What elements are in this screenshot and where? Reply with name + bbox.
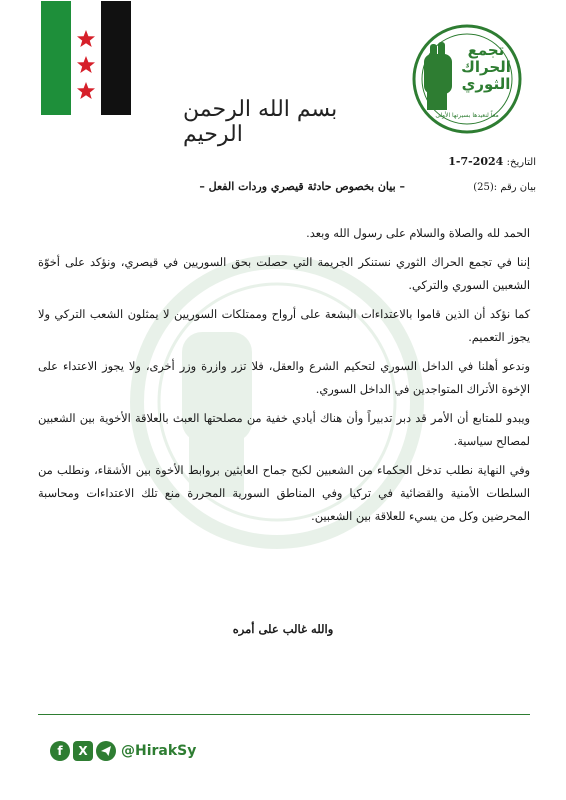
flag-green-band (41, 1, 71, 115)
flag-black-band (101, 1, 131, 115)
body-paragraph: وفي النهاية نطلب تدخل الحكماء من الشعبين لكبح جماح العابثين بروابط الأخوة بين الأشقاء، ونطلب من السلطات الأمنية والقضائية في تركيا وفي المناطق السورية المحررة منع تلك الاعتداءات ومحاسبة المحرضين وكل من يسيء للعلاقة بين الشعبين. (38, 464, 530, 523)
telegram-icon[interactable] (96, 741, 116, 761)
statement-number: بيان رقم :(25) (473, 182, 536, 193)
flag-graphic (41, 1, 131, 115)
x-icon[interactable]: X (73, 741, 93, 761)
social-links (50, 741, 196, 761)
social-handle[interactable]: @HirakSy (121, 743, 197, 759)
body-paragraph: الحمد لله والصلاة والسلام على رسول الله وبعد. (306, 227, 530, 240)
statement-subject: – بيان بخصوص حادثة قيصري وردات الفعل – (199, 180, 405, 193)
facebook-icon[interactable]: f (50, 741, 70, 761)
date-value: 1-7-2024 (448, 155, 504, 168)
body-paragraph: كما نؤكد أن الذين قاموا بالاعتداءات البشعة على أرواح وممتلكات السوريين لا يمثلون الشعب التركي ولا يجوز التعميم. (38, 308, 530, 344)
logo-title-line1: تجمع (467, 41, 505, 59)
basmala: بسم الله الرحمن الرحيم (183, 97, 338, 147)
date-label: التاريخ: (506, 157, 536, 168)
body-paragraph: ويبدو للمتابع أن الأمر قد دبر تدبيراً وأن هناك أيادي خفية من مصلحتها العبث بالعلاقة الأخوية بين الشعبين لمصالح سياسية. (38, 412, 530, 448)
body-paragraph: وندعو أهلنا في الداخل السوري لتحكيم الشرع والعقل، فلا تزر وازرة وزر أخرى، ولا يجوز الاعتداء على الإخوة الأتراك المتواجدين في الداخل السوري. (38, 360, 530, 396)
statement-closing: والله غالب على أمره (232, 622, 334, 636)
footer-divider (38, 714, 530, 715)
logo-title-line3: الثوري (461, 75, 511, 93)
logo-slogan: معاً لنعيدها بسيرتها الأولى (435, 112, 499, 119)
logo-title-line2: الحراك (461, 58, 511, 76)
statement-body (38, 222, 530, 534)
statement-date (448, 155, 536, 168)
syrian-revolution-flag (41, 1, 131, 115)
body-paragraph: إننا في تجمع الحراك الثوري نستنكر الجريمة التي حصلت بحق السوريين في قيصري، ونؤكد على أخوّة الشعبين السوري والتركي. (38, 256, 530, 292)
hirak-logo (412, 24, 522, 134)
